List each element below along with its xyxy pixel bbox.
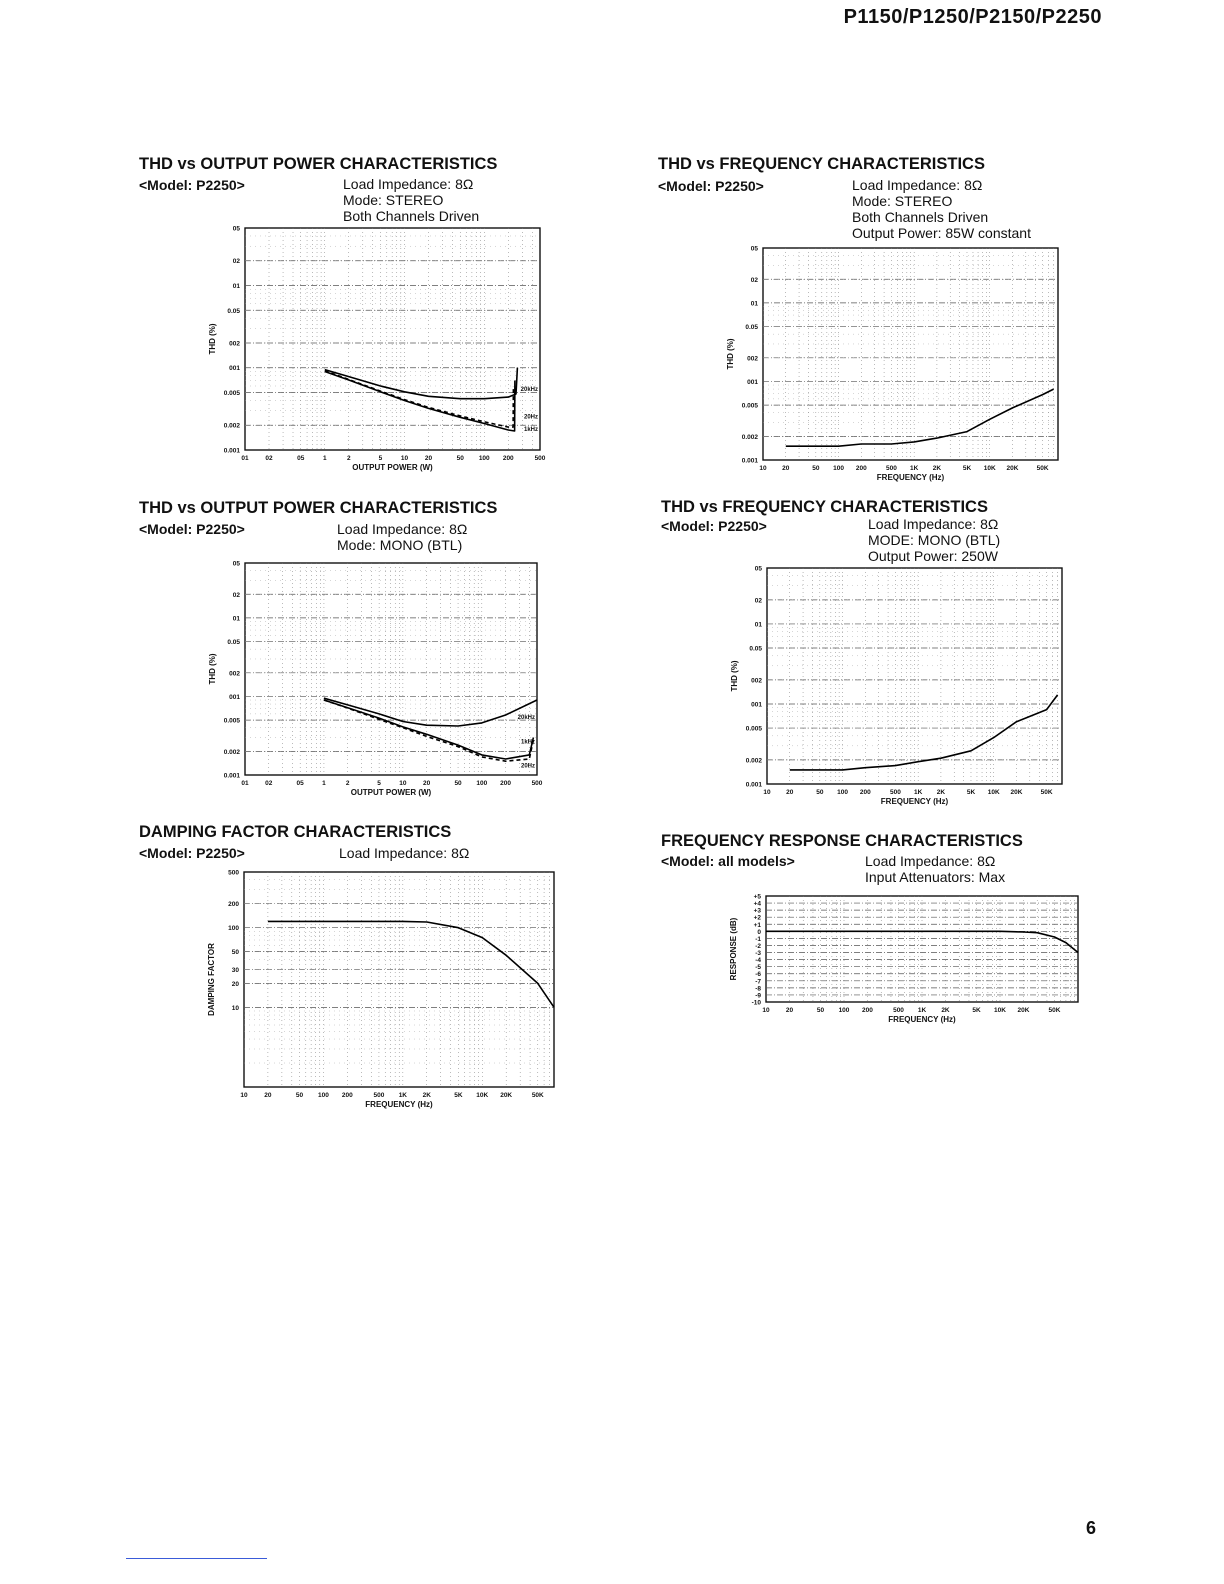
- panel-conditions: [337, 521, 467, 553]
- x-tick-label: 200: [341, 1092, 353, 1099]
- x-tick-label: 200: [500, 780, 512, 787]
- y-tick-label: 002: [751, 677, 762, 685]
- x-tick-label: 20K: [1017, 1007, 1030, 1014]
- y-tick-label: 20: [231, 980, 239, 988]
- panel-model: <Model: P2250>: [139, 177, 245, 193]
- y-axis-title: RESPONSE (dB): [729, 917, 738, 981]
- condition-line: Load Impedance: 8Ω: [337, 521, 468, 537]
- y-tick-label: 01: [750, 300, 758, 308]
- y-axis-title: DAMPING FACTOR: [207, 943, 216, 1016]
- y-axis-title: THD (%): [208, 653, 217, 685]
- condition-line: Output Power: 85W constant: [852, 225, 1031, 241]
- x-tick-label: 500: [889, 789, 901, 796]
- x-tick-label: 1K: [914, 789, 923, 796]
- x-tick-label: 20: [423, 780, 431, 787]
- y-tick-label: 0.001: [741, 457, 758, 465]
- y-tick-label: 0.05: [745, 324, 758, 332]
- y-tick-label: 50: [231, 949, 239, 957]
- y-tick-label: 0.05: [227, 639, 240, 647]
- series-annotation: 20Hz: [520, 763, 535, 770]
- x-tick-label: 20: [785, 1007, 794, 1014]
- x-tick-label: 50: [454, 780, 462, 787]
- y-tick-label: 0.005: [741, 402, 758, 410]
- y-tick-label: 05: [754, 565, 762, 573]
- y-tick-label: 02: [232, 258, 240, 266]
- x-tick-label: 02: [265, 780, 273, 787]
- page-number: 6: [1085, 1518, 1096, 1538]
- x-tick-label: 20: [264, 1092, 272, 1099]
- y-tick-label: 002: [747, 355, 758, 363]
- x-tick-label: 05: [296, 780, 304, 787]
- y-tick-label: 0.005: [223, 390, 240, 398]
- y-tick-label: 02: [754, 597, 762, 605]
- y-tick-label: 0.002: [745, 757, 762, 765]
- x-tick-label: 50K: [531, 1092, 544, 1099]
- panel-conditions: [852, 177, 1031, 241]
- thd-vs-frequency-mono-chart: [722, 560, 1082, 810]
- panel-conditions: [339, 845, 469, 861]
- y-tick-label: +5: [753, 893, 761, 901]
- y-tick-label: 002: [229, 670, 240, 678]
- x-tick-label: 5K: [972, 1007, 981, 1014]
- x-axis-title: FREQUENCY (Hz): [888, 1015, 956, 1024]
- x-tick-label: 10: [762, 1007, 770, 1014]
- panel-model: <Model: P2250>: [658, 178, 764, 194]
- x-tick-label: 2K: [936, 789, 946, 796]
- condition-line: Mode: STEREO: [852, 193, 953, 209]
- x-tick-label: 1K: [398, 1092, 408, 1099]
- x-tick-label: 1K: [917, 1007, 927, 1014]
- y-tick-label: 500: [228, 869, 239, 877]
- thd-vs-power-stereo-chart: [200, 220, 560, 470]
- x-tick-label: 2: [346, 455, 351, 462]
- x-tick-label: 1: [322, 455, 327, 462]
- condition-line: Mode: MONO (BTL): [337, 537, 463, 553]
- x-tick-label: 100: [838, 1007, 850, 1014]
- x-tick-label: 500: [885, 465, 897, 472]
- y-tick-label: -9: [755, 992, 761, 1000]
- x-tick-label: 10K: [983, 465, 996, 472]
- panel-title: THD vs OUTPUT POWER CHARACTERISTICS: [139, 499, 498, 517]
- x-axis-title: FREQUENCY (Hz): [365, 1100, 433, 1109]
- y-tick-label: -3: [755, 950, 761, 958]
- x-tick-label: 10K: [987, 789, 1000, 796]
- series-annotation: 20kHz: [517, 714, 535, 721]
- condition-line: Load Impedance: 8Ω: [852, 177, 983, 193]
- x-tick-label: 1: [322, 780, 326, 787]
- plot-frame: [245, 563, 537, 775]
- panel-model: <Model: all models>: [661, 853, 795, 869]
- y-axis-title: THD (%): [726, 338, 735, 370]
- y-tick-label: 0: [757, 928, 761, 936]
- y-tick-label: -6: [755, 971, 761, 979]
- y-tick-label: 05: [750, 245, 758, 253]
- y-tick-label: 100: [228, 925, 239, 933]
- panel-title: FREQUENCY RESPONSE CHARACTERISTICS: [661, 832, 1023, 850]
- x-tick-label: 2K: [422, 1092, 431, 1099]
- y-tick-label: 0.05: [227, 307, 240, 315]
- y-tick-label: +3: [753, 907, 761, 915]
- x-tick-label: 10: [399, 780, 407, 787]
- y-tick-label: -4: [755, 957, 761, 965]
- condition-line: Input Attenuators: Max: [865, 869, 1006, 885]
- y-tick-label: 0.05: [749, 645, 762, 653]
- x-tick-label: 500: [373, 1092, 385, 1099]
- panel-conditions: [343, 176, 479, 224]
- condition-line: Both Channels Driven: [852, 209, 989, 225]
- condition-line: Both Channels Driven: [343, 208, 480, 224]
- condition-line: MODE: MONO (BTL): [868, 532, 1001, 548]
- panel-conditions: [868, 516, 1000, 564]
- y-tick-label: 02: [232, 591, 240, 599]
- y-tick-label: 10: [231, 1004, 239, 1012]
- x-tick-label: 100: [837, 789, 849, 796]
- panel-model: <Model: P2250>: [139, 521, 245, 537]
- x-tick-label: 01: [241, 780, 249, 787]
- y-tick-label: 002: [229, 340, 240, 348]
- x-tick-label: 5: [377, 780, 381, 787]
- y-tick-label: 05: [232, 560, 240, 568]
- y-tick-label: 0.002: [741, 433, 758, 441]
- x-tick-label: 50K: [1040, 789, 1053, 796]
- y-tick-label: -1: [755, 935, 761, 943]
- panel-title: THD vs FREQUENCY CHARACTERISTICS: [661, 498, 988, 516]
- x-axis-title: OUTPUT POWER (W): [350, 788, 432, 797]
- x-tick-label: 50: [816, 1007, 825, 1014]
- y-tick-label: 30: [231, 966, 239, 974]
- x-axis-title: FREQUENCY (Hz): [876, 473, 945, 482]
- y-tick-label: 001: [229, 365, 240, 373]
- y-tick-label: +4: [753, 900, 761, 908]
- series-annotation: 1kHz: [523, 427, 538, 434]
- x-tick-label: 10: [400, 455, 409, 462]
- y-tick-label: -7: [755, 978, 761, 986]
- x-tick-label: 5: [378, 455, 383, 462]
- x-tick-label: 01: [241, 455, 249, 462]
- x-tick-label: 20: [786, 789, 794, 796]
- condition-line: Load Impedance: 8Ω: [339, 845, 470, 861]
- x-tick-label: 500: [531, 780, 543, 787]
- x-tick-label: 10: [759, 465, 767, 472]
- x-tick-label: 10K: [476, 1092, 489, 1099]
- panel-title: DAMPING FACTOR CHARACTERISTICS: [139, 823, 452, 841]
- series-annotation: 1kHz: [520, 739, 535, 746]
- panel-conditions: [865, 853, 1005, 885]
- x-tick-label: 200: [862, 1007, 873, 1014]
- x-tick-label: 20: [424, 455, 433, 462]
- y-tick-label: 0.005: [745, 725, 762, 733]
- x-axis-title: OUTPUT POWER (W): [352, 463, 433, 472]
- condition-line: Load Impedance: 8Ω: [343, 176, 474, 192]
- panel-model: <Model: P2250>: [661, 518, 767, 534]
- y-tick-label: 200: [228, 901, 239, 909]
- x-tick-label: 5K: [962, 465, 972, 472]
- y-tick-label: +1: [753, 921, 761, 929]
- x-tick-label: 02: [265, 455, 273, 462]
- y-tick-label: 001: [229, 693, 240, 701]
- x-tick-label: 100: [478, 455, 490, 462]
- thd-vs-frequency-stereo-chart: [718, 240, 1078, 490]
- panel-title: THD vs FREQUENCY CHARACTERISTICS: [658, 155, 985, 173]
- footer-rule: [126, 1558, 267, 1559]
- condition-line: Load Impedance: 8Ω: [868, 516, 999, 532]
- x-tick-label: 2K: [941, 1007, 950, 1014]
- y-axis-title: THD (%): [730, 660, 739, 692]
- series-annotation: 20Hz: [523, 414, 538, 421]
- damping-factor-chart: [200, 862, 570, 1117]
- x-tick-label: 1K: [910, 465, 919, 472]
- model-header: P1150/P1250/P2150/P2250: [843, 6, 1102, 28]
- y-tick-label: 0.001: [223, 772, 240, 780]
- x-tick-label: 10K: [994, 1007, 1006, 1014]
- condition-line: Mode: STEREO: [343, 192, 444, 208]
- condition-line: Load Impedance: 8Ω: [865, 853, 996, 869]
- x-tick-label: 50: [295, 1092, 304, 1099]
- x-axis-title: FREQUENCY (Hz): [880, 797, 949, 806]
- x-tick-label: 5K: [966, 789, 976, 796]
- plot-frame: [245, 228, 540, 450]
- y-tick-label: 001: [747, 378, 758, 386]
- series-annotation: 20kHz: [520, 387, 538, 394]
- x-tick-label: 200: [502, 455, 514, 462]
- x-tick-label: 500: [893, 1007, 904, 1014]
- y-tick-label: 01: [232, 615, 240, 623]
- y-tick-label: 0.002: [223, 422, 240, 430]
- x-tick-label: 2K: [932, 465, 942, 472]
- frequency-response-chart: [728, 888, 1088, 1033]
- x-tick-label: 10: [240, 1092, 248, 1099]
- y-tick-label: 05: [232, 225, 240, 233]
- x-tick-label: 2: [345, 780, 350, 787]
- y-tick-label: +2: [753, 914, 761, 922]
- x-tick-label: 50: [812, 465, 820, 472]
- panel-model: <Model: P2250>: [139, 845, 245, 861]
- x-tick-label: 100: [317, 1092, 329, 1099]
- condition-line: Output Power: 250W: [868, 548, 998, 564]
- x-tick-label: 50K: [1048, 1007, 1061, 1014]
- x-tick-label: 5K: [454, 1092, 463, 1099]
- y-tick-label: 0.005: [223, 717, 240, 725]
- x-tick-label: 05: [297, 455, 305, 462]
- x-tick-label: 100: [833, 465, 845, 472]
- x-tick-label: 50: [816, 789, 824, 796]
- y-tick-label: -10: [751, 999, 761, 1007]
- x-tick-label: 20K: [1010, 789, 1023, 796]
- x-tick-label: 50: [456, 455, 464, 462]
- y-tick-label: 0.001: [745, 781, 762, 789]
- y-tick-label: 02: [750, 276, 758, 284]
- y-axis-title: THD (%): [208, 323, 217, 355]
- x-tick-label: 500: [534, 455, 546, 462]
- y-tick-label: 01: [754, 621, 762, 629]
- x-tick-label: 50K: [1036, 465, 1049, 472]
- y-tick-label: 001: [751, 701, 762, 709]
- y-tick-label: -5: [755, 964, 761, 972]
- y-tick-label: -2: [755, 942, 761, 950]
- x-tick-label: 10: [763, 789, 771, 796]
- x-tick-label: 100: [476, 780, 488, 787]
- x-tick-label: 20K: [1006, 465, 1019, 472]
- y-tick-label: 0.001: [223, 447, 240, 455]
- y-tick-label: 0.002: [223, 748, 240, 756]
- thd-vs-power-mono-chart: [200, 555, 560, 805]
- x-tick-label: 200: [855, 465, 867, 472]
- x-tick-label: 20K: [500, 1092, 513, 1099]
- y-tick-label: 01: [232, 282, 240, 290]
- x-tick-label: 20: [782, 465, 790, 472]
- x-tick-label: 200: [859, 789, 871, 796]
- y-tick-label: -8: [755, 985, 761, 993]
- panel-title: THD vs OUTPUT POWER CHARACTERISTICS: [139, 155, 498, 173]
